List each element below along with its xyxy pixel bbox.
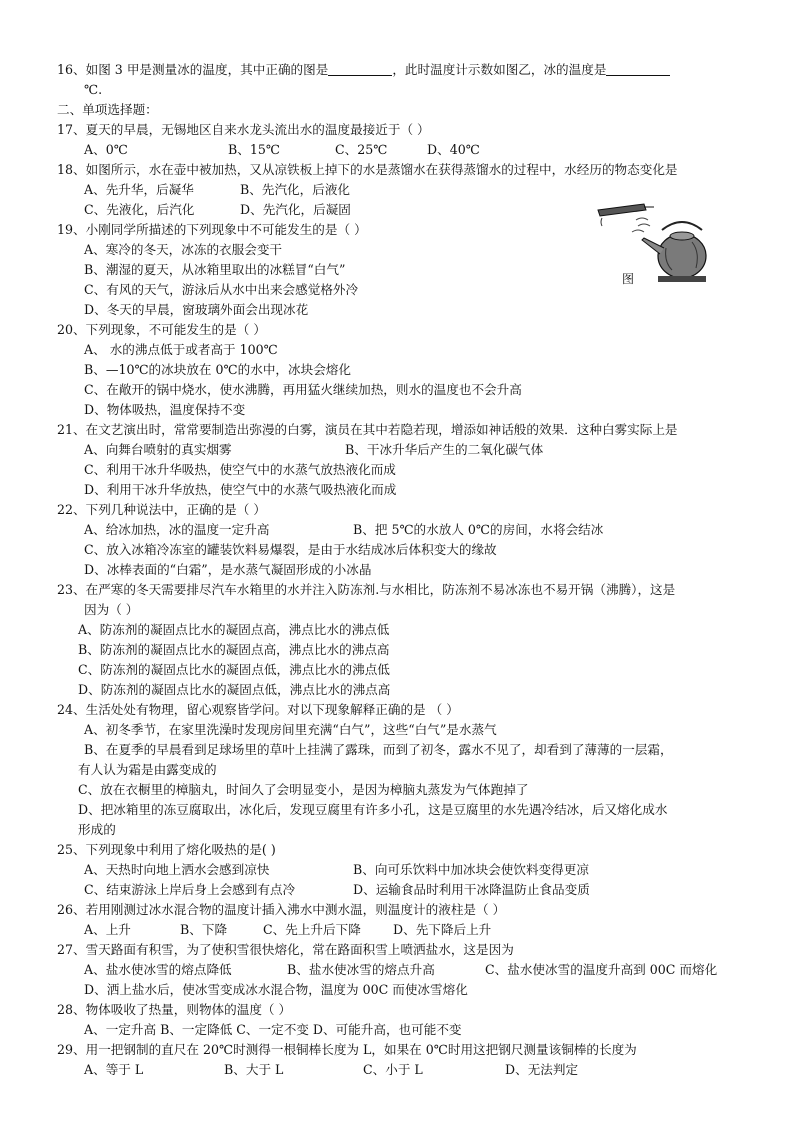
q23-option-d: D、防冻剂的凝固点比水的凝固点低，沸点比水的沸点高 — [78, 682, 391, 697]
q27-option-c: C、盐水使冰雪的温度升高到 00C 而熔化 — [485, 962, 718, 977]
steam-icon — [632, 218, 650, 232]
cold-plate-icon — [598, 204, 654, 226]
q25-option-d: D、运输食品时利用干冰降温防止食品变质 — [353, 882, 590, 897]
question-23-stem: 23、在严寒的冬天需要排尽汽车水箱里的水并注入防冻剂.与水相比，防冻剂不易冰冻也不易开锅（沸腾），这是 — [57, 582, 676, 597]
q26-option-b: B、下降 — [180, 922, 228, 937]
question-23-stem-cont: 因为（ ） — [84, 602, 139, 617]
q18-option-d: D、先汽化，后凝固 — [240, 202, 351, 217]
question-16 — [57, 60, 670, 80]
q29-option-d: D、无法判定 — [505, 1062, 579, 1077]
q22-option-d: D、冰棒表面的“白霜”，是水蒸气凝固形成的小冰晶 — [84, 562, 372, 577]
question-29-stem: 29、用一把钢制的直尺在 20℃时测得一根铜棒长度为 L，如果在 0℃时用这把钢尺测量该铜棒的长度为 — [57, 1042, 637, 1057]
question-25-stem: 25、下列现象中利用了熔化吸热的是( ) — [57, 842, 276, 857]
q24-option-b-cont: 有人认为霜是由露变成的 — [78, 762, 217, 777]
q20-option-b: B、—10℃的冰块放在 0℃的水中，冰块会熔化 — [84, 362, 351, 377]
q19-option-a: A、寒冷的冬天，冰冻的衣服会变干 — [84, 242, 283, 257]
q21-option-a: A、向舞台喷射的真实烟雾 — [84, 442, 232, 457]
q21-option-c: C、利用干冰升华吸热，使空气中的水蒸气放热液化而成 — [84, 462, 396, 477]
q24-option-d: D、把冰箱里的冻豆腐取出，冰化后，发现豆腐里有许多小孔，这是豆腐里的水先遇冷结冰，后又熔化成水 — [78, 802, 668, 817]
q17-option-a: A、0℃ — [84, 142, 128, 157]
q20-option-a: A、 水的沸点低于或者高于 100℃ — [84, 342, 278, 357]
q25-option-b: B、向可乐饮料中加冰块会使饮料变得更凉 — [353, 862, 589, 877]
q25-option-a: A、天热时向地上洒水会感到凉快 — [84, 862, 270, 877]
q27-option-d: D、洒上盐水后，使冰雪变成冰水混合物，温度为 00C 而使冰雪熔化 — [84, 982, 468, 997]
q24-option-b: B、在夏季的早晨看到足球场里的草叶上挂满了露珠，而到了初冬，露水不见了，却看到了薄薄的一层霜， — [84, 742, 673, 757]
q22-option-b: B、把 5℃的水放人 0℃的房间，水将会结冰 — [353, 522, 604, 537]
q22-option-c: C、放入冰箱冷冻室的罐装饮料易爆裂，是由于水结成冰后体积变大的缘故 — [84, 542, 497, 557]
answer-blank — [328, 62, 392, 76]
q18-option-a: A、先升华，后凝华 — [84, 182, 194, 197]
q19-option-d: D、冬天的早晨，窗玻璃外面会出现冰花 — [84, 302, 309, 317]
q21-option-d: D、利用干冰升华放热，使空气中的水蒸气吸热液化而成 — [84, 482, 397, 497]
q17-option-b: B、15℃ — [228, 142, 280, 157]
q24-option-c: C、放在衣橱里的樟脑丸，时间久了会明显变小，是因为樟脑丸蒸发为气体跑掉了 — [78, 782, 529, 797]
question-18-stem: 18、如图所示，水在壶中被加热，又从凉铁板上掉下的水是蒸馏水在获得蒸馏水的过程中，水经历的物态变化是 — [57, 162, 678, 177]
q18-option-c: C、先液化，后汽化 — [84, 202, 195, 217]
q25-option-c: C、结束游泳上岸后身上会感到有点冷 — [84, 882, 296, 897]
question-17-stem: 17、夏天的早晨，无锡地区自来水龙头流出水的温度最接近于（ ） — [57, 122, 430, 137]
q24-option-a: A、初冬季节，在家里洗澡时发现房间里充满“白气”，这些“白气”是水蒸气 — [84, 722, 497, 737]
q16-unit: ℃. — [84, 82, 103, 97]
q28-options: A、一定升高 B、一定降低 C、一定不变 D、可能升高，也可能不变 — [84, 1022, 462, 1037]
kettle-figure — [592, 196, 720, 286]
q29-option-c: C、小于 L — [363, 1062, 423, 1077]
figure-label: 图 — [622, 272, 635, 286]
q23-option-c: C、防冻剂的凝固点比水的凝固点低，沸点比水的沸点低 — [78, 662, 390, 677]
q29-option-b: B、大于 L — [224, 1062, 284, 1077]
q24-option-d-cont: 形成的 — [78, 822, 116, 837]
q26-option-d: D、先下降后上升 — [393, 922, 492, 937]
question-24-stem: 24、生活处处有物理，留心观察皆学问。对以下现象解释正确的是 （ ） — [57, 702, 459, 717]
q23-option-b: B、防冻剂的凝固点比水的凝固点高，沸点比水的沸点高 — [78, 642, 390, 657]
q22-option-a: A、给冰加热，冰的温度一定升高 — [84, 522, 270, 537]
section-heading: 二、单项选择题： — [57, 102, 158, 117]
question-26-stem: 26、若用刚测过冰水混合物的温度计插入沸水中测水温，则温度计的液柱是（ ） — [57, 902, 506, 917]
q26-option-c: C、先上升后下降 — [263, 922, 361, 937]
question-21-stem: 21、在文艺演出时，常常要制造出弥漫的白雾，演员在其中若隐若现，增添如神话般的效果．这种白雾实际上是 — [57, 422, 678, 437]
q18-option-b: B、先汽化，后液化 — [240, 182, 351, 197]
q21-option-b: B、干冰升华后产生的二氧化碳气体 — [345, 442, 544, 457]
question-20-stem: 20、下列现象，不可能发生的是（ ） — [57, 322, 266, 337]
question-28-stem: 28、物体吸收了热量，则物体的温度（ ） — [57, 1002, 292, 1017]
q19-option-b: B、潮湿的夏天，从冰箱里取出的冰糕冒“白气” — [84, 262, 346, 277]
q19-option-c: C、有风的天气，游泳后从水中出来会感觉格外冷 — [84, 282, 359, 297]
q17-option-c: C、25℃ — [335, 142, 388, 157]
q27-option-b: B、盐水使冰雪的熔点升高 — [287, 962, 435, 977]
question-22-stem: 22、下列几种说法中，正确的是（ ） — [57, 502, 266, 517]
question-19-stem: 19、小刚同学所描述的下列现象中不可能发生的是（ ） — [57, 222, 367, 237]
q17-option-d: D、40℃ — [427, 142, 480, 157]
q20-option-d: D、物体吸热，温度保持不变 — [84, 402, 246, 417]
q16-text-a: 16、如图 3 甲是测量冰的温度，其中正确的图是 — [57, 62, 329, 77]
question-27-stem: 27、雪天路面有积雪，为了使积雪很快熔化，常在路面积雪上喷洒盐水，这是因为 — [57, 942, 514, 957]
q23-option-a: A、防冻剂的凝固点比水的凝固点高，沸点比水的沸点低 — [78, 622, 390, 637]
q29-option-a: A、等于 L — [84, 1062, 144, 1077]
q27-option-a: A、盐水使冰雪的熔点降低 — [84, 962, 232, 977]
q26-option-a: A、上升 — [84, 922, 131, 937]
q16-text-b: ，此时温度计示数如图乙，冰的温度是 — [392, 62, 607, 77]
answer-blank — [606, 62, 670, 76]
q20-option-c: C、在敞开的锅中烧水，使水沸腾，再用猛火继续加热，则水的温度也不会升高 — [84, 382, 522, 397]
kettle-icon — [642, 222, 706, 282]
